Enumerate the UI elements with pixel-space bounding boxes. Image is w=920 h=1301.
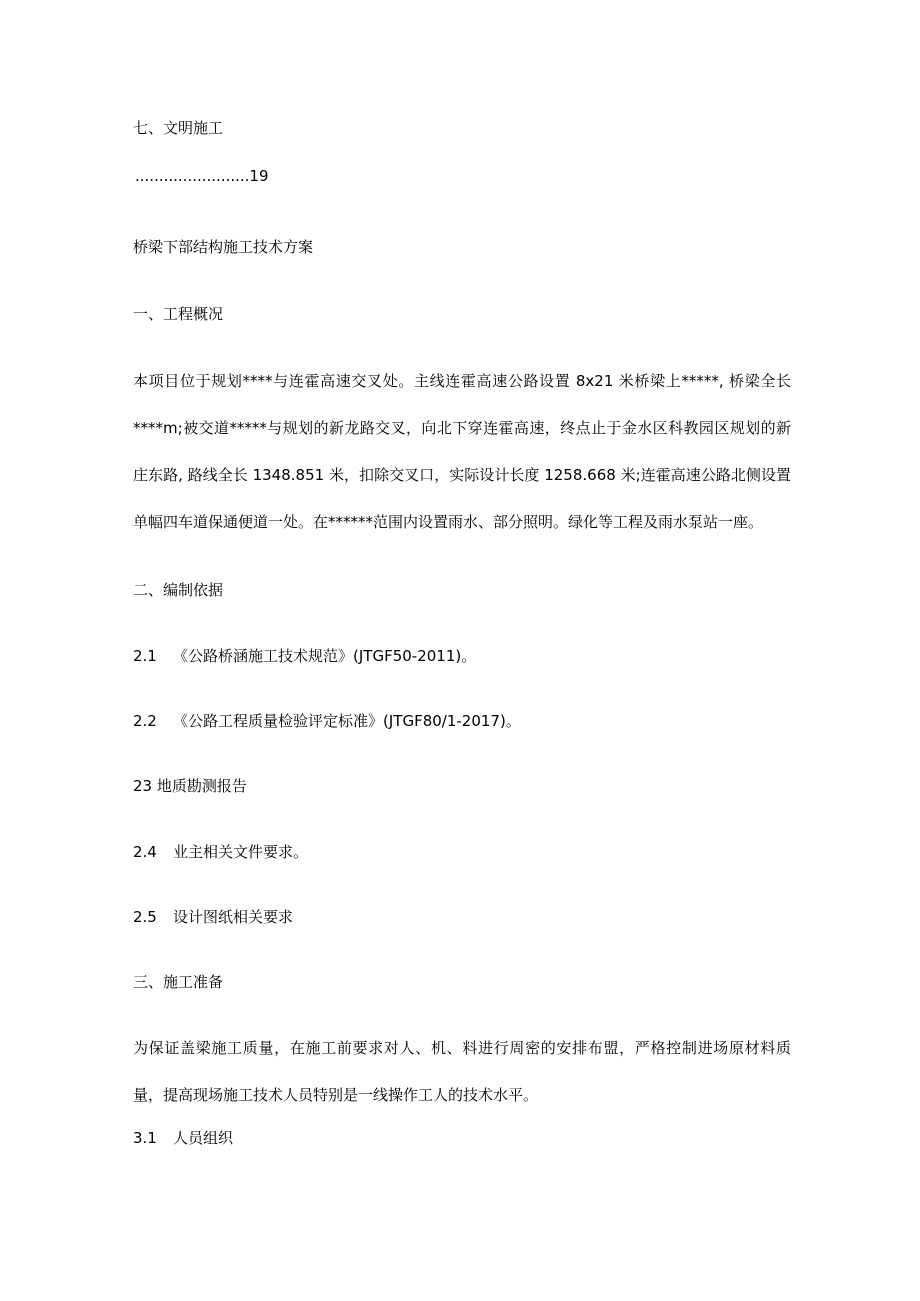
reference-number: 2.2 xyxy=(133,712,157,730)
subsection-number: 3.1 xyxy=(133,1129,157,1147)
reference-text: 业主相关文件要求。 xyxy=(173,843,309,861)
section-1-paragraph-line: ****m;被交道*****与规划的新龙路交叉，向北下穿连霍高速，终点止于金水区科教园区规划的新 xyxy=(133,419,791,437)
reference-text: 23 地质勘测报告 xyxy=(133,777,247,795)
document-title: 桥梁下部结构施工技术方案 xyxy=(133,238,314,256)
reference-text: 《公路桥涵施工技术规范》(JTGF50-2011)。 xyxy=(173,647,477,665)
subsection-3-1 xyxy=(133,1128,233,1148)
section-3-heading: 三、施工准备 xyxy=(133,973,224,991)
section-1-heading: 一、工程概况 xyxy=(133,305,224,323)
reference-text: 设计图纸相关要求 xyxy=(173,908,294,926)
reference-item xyxy=(133,842,308,862)
section-2-heading: 二、编制依据 xyxy=(133,581,224,599)
reference-item xyxy=(133,711,521,731)
reference-item xyxy=(133,776,247,796)
subsection-title: 人员组织 xyxy=(173,1129,234,1147)
reference-item xyxy=(133,907,293,927)
section-3-paragraph-line: 量，提高现场施工技术人员特别是一线操作工人的技术水平。 xyxy=(133,1086,539,1104)
reference-number: 2.1 xyxy=(133,647,157,665)
reference-number: 2.4 xyxy=(133,843,157,861)
toc-heading-7: 七、文明施工 xyxy=(133,119,224,137)
toc-leader-page-19: ........................19 xyxy=(135,167,269,185)
section-3-paragraph-line: 为保证盖梁施工质量，在施工前要求对人、机、料进行周密的安排布盟，严格控制进场原材料质 xyxy=(133,1039,791,1057)
section-1-paragraph-line: 单幅四车道保通便道一处。在******范围内设置雨水、部分照明。绿化等工程及雨水泵站一座。 xyxy=(133,513,764,531)
section-1-paragraph-line: 本项目位于规划****与连霍高速交叉处。主线连霍高速公路设置 8x21 米桥梁上*****, 桥梁全长 xyxy=(133,372,791,390)
reference-number: 2.5 xyxy=(133,908,157,926)
reference-text: 《公路工程质量检验评定标准》(JTGF80/1-2017)。 xyxy=(173,712,521,730)
reference-item xyxy=(133,646,476,666)
section-1-paragraph-line: 庄东路, 路线全长 1348.851 米，扣除交叉口，实际设计长度 1258.668 米;连霍高速公路北侧设置 xyxy=(133,466,791,484)
